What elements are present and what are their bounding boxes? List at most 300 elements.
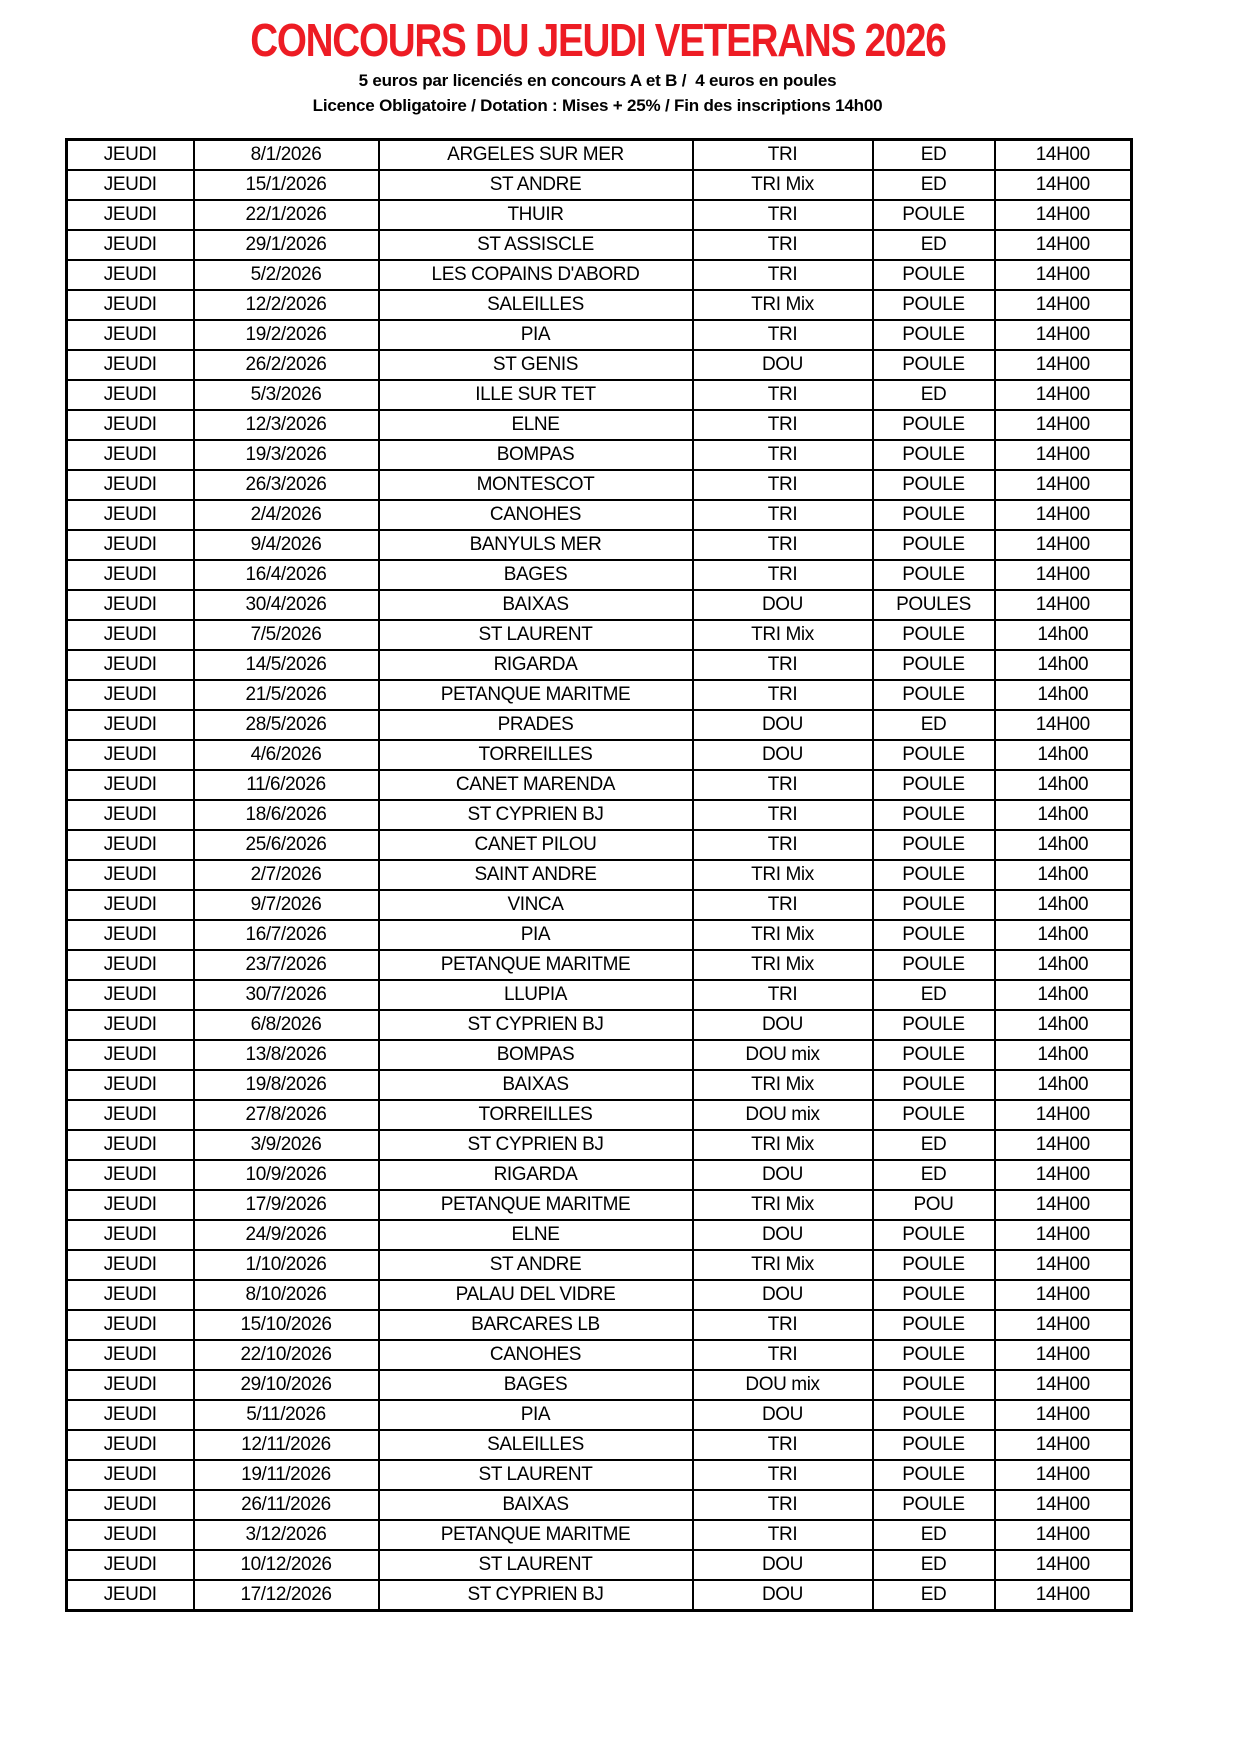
table-row (67, 590, 1132, 620)
cell-time: 14H00 (995, 1460, 1132, 1490)
table-row (67, 620, 1132, 650)
cell-format: POULE (873, 1430, 995, 1460)
cell-format: POULE (873, 440, 995, 470)
cell-location: ST CYPRIEN BJ (379, 1580, 693, 1611)
cell-location: ARGELES SUR MER (379, 140, 693, 171)
cell-date: 22/10/2026 (194, 1340, 379, 1370)
subtitle-rules: Licence Obligatoire / Dotation : Mises + 25% / Fin des inscriptions 14h00 (312, 96, 883, 115)
cell-date: 27/8/2026 (194, 1100, 379, 1130)
cell-time: 14H00 (995, 1430, 1132, 1460)
cell-time: 14H00 (995, 1550, 1132, 1580)
cell-time: 14h00 (995, 890, 1132, 920)
cell-time: 14h00 (995, 740, 1132, 770)
cell-day: JEUDI (67, 410, 194, 440)
cell-time: 14H00 (995, 230, 1132, 260)
cell-date: 11/6/2026 (194, 770, 379, 800)
cell-date: 2/4/2026 (194, 500, 379, 530)
cell-day: JEUDI (67, 560, 194, 590)
cell-time: 14H00 (995, 1250, 1132, 1280)
document-header (65, 16, 1130, 116)
cell-time: 14h00 (995, 920, 1132, 950)
cell-type: TRI Mix (693, 950, 873, 980)
cell-time: 14H00 (995, 1160, 1132, 1190)
cell-type: TRI (693, 560, 873, 590)
cell-location: ST LAURENT (379, 1460, 693, 1490)
cell-type: TRI (693, 230, 873, 260)
cell-type: DOU (693, 1010, 873, 1040)
cell-time: 14H00 (995, 440, 1132, 470)
cell-day: JEUDI (67, 710, 194, 740)
cell-day: JEUDI (67, 1490, 194, 1520)
cell-date: 5/3/2026 (194, 380, 379, 410)
cell-location: BAIXAS (379, 590, 693, 620)
cell-location: PETANQUE MARITME (379, 1190, 693, 1220)
table-row (67, 470, 1132, 500)
cell-type: DOU (693, 1400, 873, 1430)
cell-date: 12/2/2026 (194, 290, 379, 320)
cell-location: BOMPAS (379, 440, 693, 470)
cell-day: JEUDI (67, 590, 194, 620)
cell-type: DOU (693, 710, 873, 740)
cell-format: POULE (873, 260, 995, 290)
cell-date: 1/10/2026 (194, 1250, 379, 1280)
cell-type: TRI (693, 470, 873, 500)
cell-time: 14H00 (995, 1520, 1132, 1550)
cell-location: PALAU DEL VIDRE (379, 1280, 693, 1310)
cell-format: POULE (873, 320, 995, 350)
table-row (67, 800, 1132, 830)
cell-type: TRI (693, 260, 873, 290)
cell-date: 4/6/2026 (194, 740, 379, 770)
cell-location: BANYULS MER (379, 530, 693, 560)
cell-format: POULE (873, 1370, 995, 1400)
schedule-table-body (67, 140, 1132, 1611)
cell-time: 14H00 (995, 1100, 1132, 1130)
cell-location: ST LAURENT (379, 620, 693, 650)
cell-location: ST ASSISCLE (379, 230, 693, 260)
cell-type: TRI (693, 830, 873, 860)
table-row (67, 1370, 1132, 1400)
cell-type: TRI (693, 380, 873, 410)
table-row (67, 290, 1132, 320)
cell-format: POULE (873, 1490, 995, 1520)
table-row (67, 260, 1132, 290)
cell-time: 14h00 (995, 1010, 1132, 1040)
table-row (67, 920, 1132, 950)
cell-date: 13/8/2026 (194, 1040, 379, 1070)
cell-type: DOU (693, 740, 873, 770)
cell-format: ED (873, 1130, 995, 1160)
cell-date: 25/6/2026 (194, 830, 379, 860)
cell-time: 14H00 (995, 290, 1132, 320)
cell-format: POU (873, 1190, 995, 1220)
cell-day: JEUDI (67, 830, 194, 860)
table-row (67, 1520, 1132, 1550)
cell-format: POULE (873, 1100, 995, 1130)
cell-day: JEUDI (67, 1430, 194, 1460)
cell-format: ED (873, 980, 995, 1010)
cell-type: TRI (693, 320, 873, 350)
page-title-text: CONCOURS DU JEUDI VETERANS 2026 (249, 14, 946, 66)
cell-day: JEUDI (67, 1580, 194, 1611)
cell-type: DOU (693, 1220, 873, 1250)
cell-format: POULE (873, 470, 995, 500)
cell-day: JEUDI (67, 320, 194, 350)
cell-location: BAIXAS (379, 1490, 693, 1520)
cell-time: 14h00 (995, 1070, 1132, 1100)
table-row (67, 650, 1132, 680)
cell-format: ED (873, 710, 995, 740)
cell-type: DOU (693, 1160, 873, 1190)
cell-type: DOU mix (693, 1370, 873, 1400)
cell-date: 26/11/2026 (194, 1490, 379, 1520)
cell-format: POULE (873, 1040, 995, 1070)
cell-date: 5/2/2026 (194, 260, 379, 290)
cell-type: TRI (693, 1460, 873, 1490)
cell-date: 12/11/2026 (194, 1430, 379, 1460)
cell-type: TRI (693, 1310, 873, 1340)
cell-day: JEUDI (67, 1400, 194, 1430)
cell-date: 26/2/2026 (194, 350, 379, 380)
cell-format: POULE (873, 1400, 995, 1430)
cell-time: 14H00 (995, 590, 1132, 620)
cell-format: POULES (873, 590, 995, 620)
cell-time: 14H00 (995, 260, 1132, 290)
cell-location: SALEILLES (379, 290, 693, 320)
cell-location: SAINT ANDRE (379, 860, 693, 890)
cell-date: 17/12/2026 (194, 1580, 379, 1611)
table-row (67, 230, 1132, 260)
table-row (67, 680, 1132, 710)
cell-day: JEUDI (67, 1250, 194, 1280)
table-row (67, 1040, 1132, 1070)
cell-time: 14h00 (995, 800, 1132, 830)
cell-format: POULE (873, 860, 995, 890)
cell-day: JEUDI (67, 620, 194, 650)
cell-day: JEUDI (67, 650, 194, 680)
cell-date: 8/10/2026 (194, 1280, 379, 1310)
cell-type: TRI (693, 890, 873, 920)
cell-type: TRI (693, 1340, 873, 1370)
cell-type: TRI (693, 800, 873, 830)
cell-format: ED (873, 1160, 995, 1190)
cell-type: TRI Mix (693, 1250, 873, 1280)
cell-date: 30/7/2026 (194, 980, 379, 1010)
cell-day: JEUDI (67, 350, 194, 380)
table-row (67, 740, 1132, 770)
cell-location: LLUPIA (379, 980, 693, 1010)
cell-date: 21/5/2026 (194, 680, 379, 710)
cell-location: ST ANDRE (379, 1250, 693, 1280)
cell-date: 29/10/2026 (194, 1370, 379, 1400)
table-row (67, 1280, 1132, 1310)
cell-date: 8/1/2026 (194, 140, 379, 171)
table-row (67, 830, 1132, 860)
cell-time: 14H00 (995, 170, 1132, 200)
cell-day: JEUDI (67, 980, 194, 1010)
cell-date: 5/11/2026 (194, 1400, 379, 1430)
cell-day: JEUDI (67, 1190, 194, 1220)
table-row (67, 530, 1132, 560)
cell-date: 16/7/2026 (194, 920, 379, 950)
cell-format: POULE (873, 410, 995, 440)
cell-format: POULE (873, 350, 995, 380)
cell-day: JEUDI (67, 500, 194, 530)
cell-location: RIGARDA (379, 650, 693, 680)
cell-type: TRI Mix (693, 290, 873, 320)
cell-format: POULE (873, 530, 995, 560)
cell-time: 14h00 (995, 650, 1132, 680)
cell-format: POULE (873, 650, 995, 680)
cell-location: PETANQUE MARITME (379, 1520, 693, 1550)
cell-time: 14H00 (995, 1280, 1132, 1310)
table-row (67, 200, 1132, 230)
cell-day: JEUDI (67, 1040, 194, 1070)
cell-date: 24/9/2026 (194, 1220, 379, 1250)
cell-day: JEUDI (67, 260, 194, 290)
cell-day: JEUDI (67, 1130, 194, 1160)
cell-location: VINCA (379, 890, 693, 920)
schedule-table (65, 138, 1133, 1612)
cell-day: JEUDI (67, 170, 194, 200)
cell-type: TRI (693, 770, 873, 800)
cell-type: TRI (693, 680, 873, 710)
cell-day: JEUDI (67, 920, 194, 950)
cell-day: JEUDI (67, 950, 194, 980)
cell-day: JEUDI (67, 140, 194, 171)
cell-format: POULE (873, 800, 995, 830)
cell-date: 2/7/2026 (194, 860, 379, 890)
cell-format: POULE (873, 950, 995, 980)
cell-type: TRI (693, 500, 873, 530)
cell-time: 14H00 (995, 350, 1132, 380)
cell-time: 14H00 (995, 1490, 1132, 1520)
cell-time: 14H00 (995, 500, 1132, 530)
cell-time: 14H00 (995, 1310, 1132, 1340)
cell-format: POULE (873, 1010, 995, 1040)
cell-day: JEUDI (67, 680, 194, 710)
cell-date: 12/3/2026 (194, 410, 379, 440)
table-row (67, 1100, 1132, 1130)
cell-day: JEUDI (67, 440, 194, 470)
cell-type: TRI (693, 200, 873, 230)
table-row (67, 1550, 1132, 1580)
cell-date: 19/11/2026 (194, 1460, 379, 1490)
cell-type: TRI (693, 1430, 873, 1460)
cell-time: 14H00 (995, 530, 1132, 560)
table-row (67, 170, 1132, 200)
cell-type: TRI Mix (693, 920, 873, 950)
cell-day: JEUDI (67, 1010, 194, 1040)
cell-day: JEUDI (67, 230, 194, 260)
cell-format: POULE (873, 1250, 995, 1280)
cell-type: DOU (693, 350, 873, 380)
cell-location: PIA (379, 920, 693, 950)
cell-type: DOU mix (693, 1040, 873, 1070)
cell-type: TRI Mix (693, 170, 873, 200)
cell-day: JEUDI (67, 290, 194, 320)
cell-format: POULE (873, 560, 995, 590)
cell-date: 16/4/2026 (194, 560, 379, 590)
cell-day: JEUDI (67, 1460, 194, 1490)
cell-time: 14H00 (995, 410, 1132, 440)
cell-format: ED (873, 1580, 995, 1611)
cell-time: 14h00 (995, 620, 1132, 650)
cell-date: 15/10/2026 (194, 1310, 379, 1340)
cell-time: 14H00 (995, 1130, 1132, 1160)
cell-date: 15/1/2026 (194, 170, 379, 200)
cell-location: BAGES (379, 560, 693, 590)
cell-day: JEUDI (67, 1070, 194, 1100)
cell-date: 18/6/2026 (194, 800, 379, 830)
table-row (67, 440, 1132, 470)
cell-format: ED (873, 170, 995, 200)
table-row (67, 140, 1132, 171)
cell-format: POULE (873, 830, 995, 860)
table-row (67, 1430, 1132, 1460)
cell-location: ELNE (379, 1220, 693, 1250)
table-row (67, 1130, 1132, 1160)
table-row (67, 380, 1132, 410)
cell-location: CANET PILOU (379, 830, 693, 860)
cell-date: 29/1/2026 (194, 230, 379, 260)
cell-type: TRI (693, 1520, 873, 1550)
cell-date: 19/2/2026 (194, 320, 379, 350)
cell-time: 14H00 (995, 1340, 1132, 1370)
table-row (67, 1220, 1132, 1250)
cell-type: DOU (693, 1280, 873, 1310)
cell-type: DOU (693, 1580, 873, 1611)
cell-day: JEUDI (67, 770, 194, 800)
cell-time: 14H00 (995, 1580, 1132, 1611)
cell-day: JEUDI (67, 1220, 194, 1250)
cell-day: JEUDI (67, 890, 194, 920)
cell-day: JEUDI (67, 1310, 194, 1340)
cell-format: POULE (873, 890, 995, 920)
cell-date: 23/7/2026 (194, 950, 379, 980)
cell-day: JEUDI (67, 530, 194, 560)
cell-format: ED (873, 1520, 995, 1550)
cell-date: 9/7/2026 (194, 890, 379, 920)
table-row (67, 860, 1132, 890)
cell-type: TRI (693, 530, 873, 560)
cell-location: ST CYPRIEN BJ (379, 1130, 693, 1160)
cell-location: ILLE SUR TET (379, 380, 693, 410)
table-row (67, 1250, 1132, 1280)
cell-location: ST CYPRIEN BJ (379, 1010, 693, 1040)
cell-type: DOU (693, 1550, 873, 1580)
table-row (67, 410, 1132, 440)
cell-location: MONTESCOT (379, 470, 693, 500)
table-row (67, 1010, 1132, 1040)
cell-date: 19/8/2026 (194, 1070, 379, 1100)
cell-location: PIA (379, 320, 693, 350)
cell-format: POULE (873, 920, 995, 950)
cell-type: TRI (693, 410, 873, 440)
cell-location: ST LAURENT (379, 1550, 693, 1580)
cell-day: JEUDI (67, 1550, 194, 1580)
cell-location: PIA (379, 1400, 693, 1430)
cell-type: TRI (693, 440, 873, 470)
page-title (65, 16, 1130, 64)
cell-day: JEUDI (67, 470, 194, 500)
cell-location: ELNE (379, 410, 693, 440)
cell-type: DOU (693, 590, 873, 620)
cell-date: 14/5/2026 (194, 650, 379, 680)
cell-type: TRI (693, 980, 873, 1010)
cell-location: BAIXAS (379, 1070, 693, 1100)
cell-time: 14H00 (995, 320, 1132, 350)
table-row (67, 1490, 1132, 1520)
cell-format: ED (873, 140, 995, 171)
cell-format: ED (873, 1550, 995, 1580)
cell-date: 28/5/2026 (194, 710, 379, 740)
cell-type: TRI Mix (693, 1070, 873, 1100)
table-row (67, 950, 1132, 980)
cell-date: 9/4/2026 (194, 530, 379, 560)
cell-location: ST ANDRE (379, 170, 693, 200)
cell-format: POULE (873, 680, 995, 710)
table-row (67, 1580, 1132, 1611)
cell-time: 14H00 (995, 200, 1132, 230)
cell-time: 14H00 (995, 1190, 1132, 1220)
table-row (67, 1190, 1132, 1220)
cell-day: JEUDI (67, 1340, 194, 1370)
cell-location: TORREILLES (379, 740, 693, 770)
cell-day: JEUDI (67, 1160, 194, 1190)
table-row (67, 770, 1132, 800)
cell-time: 14h00 (995, 680, 1132, 710)
cell-location: SALEILLES (379, 1430, 693, 1460)
cell-time: 14H00 (995, 1400, 1132, 1430)
cell-date: 6/8/2026 (194, 1010, 379, 1040)
cell-format: ED (873, 380, 995, 410)
table-row (67, 1460, 1132, 1490)
cell-format: POULE (873, 500, 995, 530)
cell-location: PETANQUE MARITME (379, 680, 693, 710)
cell-time: 14h00 (995, 830, 1132, 860)
cell-location: ST CYPRIEN BJ (379, 800, 693, 830)
cell-format: POULE (873, 1220, 995, 1250)
cell-type: TRI (693, 1490, 873, 1520)
cell-location: PETANQUE MARITME (379, 950, 693, 980)
cell-time: 14H00 (995, 560, 1132, 590)
table-row (67, 350, 1132, 380)
cell-day: JEUDI (67, 1370, 194, 1400)
cell-date: 19/3/2026 (194, 440, 379, 470)
cell-date: 30/4/2026 (194, 590, 379, 620)
cell-format: POULE (873, 290, 995, 320)
cell-day: JEUDI (67, 1100, 194, 1130)
cell-type: TRI Mix (693, 1190, 873, 1220)
cell-location: TORREILLES (379, 1100, 693, 1130)
cell-location: LES COPAINS D'ABORD (379, 260, 693, 290)
cell-format: POULE (873, 1310, 995, 1340)
cell-day: JEUDI (67, 800, 194, 830)
table-row (67, 1070, 1132, 1100)
cell-date: 3/9/2026 (194, 1130, 379, 1160)
cell-type: TRI (693, 140, 873, 171)
cell-format: POULE (873, 770, 995, 800)
cell-location: PRADES (379, 710, 693, 740)
cell-type: TRI Mix (693, 860, 873, 890)
table-row (67, 710, 1132, 740)
cell-date: 22/1/2026 (194, 200, 379, 230)
cell-time: 14h00 (995, 950, 1132, 980)
cell-time: 14h00 (995, 770, 1132, 800)
cell-time: 14H00 (995, 380, 1132, 410)
cell-format: POULE (873, 1460, 995, 1490)
